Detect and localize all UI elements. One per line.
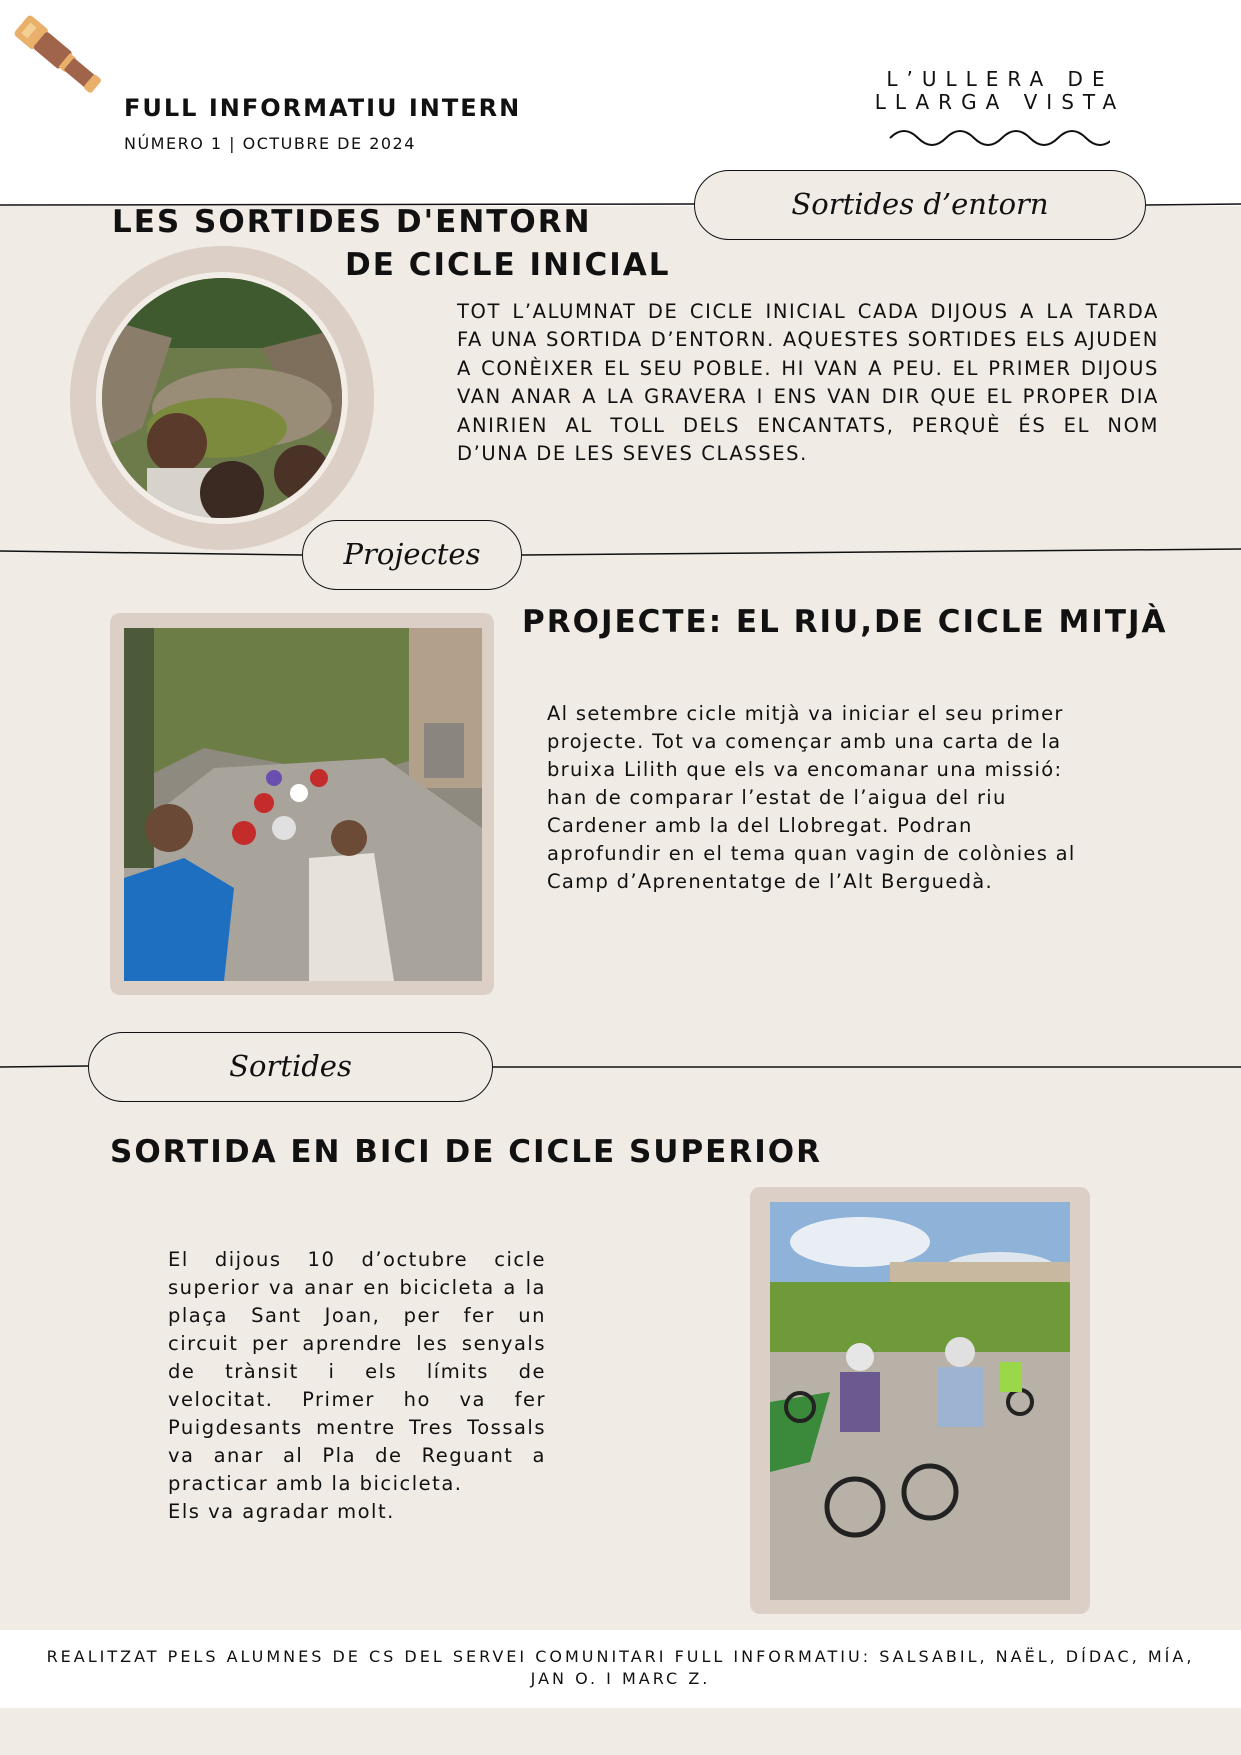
body-line: Camp d’Aprenentatge de l’Alt Berguedà. xyxy=(547,870,994,893)
body-line: Al setembre cicle mitjà va iniciar el seu primer xyxy=(547,702,1064,725)
body-line: Cardener amb la del Llobregat. Podran xyxy=(547,814,973,837)
spyglass-icon xyxy=(6,6,116,106)
issue-info: NÚMERO 1 | OCTUBRE DE 2024 xyxy=(124,134,416,153)
brand-line-2: LLARGA VISTA xyxy=(874,90,1126,114)
section-title: PROJECTE: EL RIU,DE CICLE MITJÀ xyxy=(522,604,1168,640)
newsletter-title: FULL INFORMATIU INTERN xyxy=(124,94,522,122)
body-line: bruixa Lilith que els va encomanar una missió: xyxy=(547,758,1063,781)
section-tag-sortides-entorn: Sortides d’entorn xyxy=(694,170,1146,240)
body-paragraph: El dijous 10 d’octubre cicle superior va anar en bicicleta a la plaça Sant Joan, per fer un circuit per aprendre les senyals de trànsit i els límits de velocitat. Primer ho va fer Puigdesants mentre Tres Tossals va anar al Pla de Reguant a practicar amb la bicicleta. xyxy=(168,1248,546,1495)
river-project-photo xyxy=(124,628,482,981)
section-body: TOT L’ALUMNAT DE CICLE INICIAL CADA DIJOUS A LA TARDA FA UNA SORTIDA D’ENTORN. AQUESTES SORTIDES ELS AJUDEN A CONÈIXER EL SEU POBLE. HI VAN A PEU. EL PRIMER DIJOUS VAN ANAR A LA GRAVERA I ENS VAN DIR QUE EL PROPER DIA ANIRIEN AL TOLL DELS ENCANTATS, PERQUÈ ÉS EL NOM D’UNA DE LES SEVES CLASSES. xyxy=(457,300,1159,466)
section-body xyxy=(547,700,1127,896)
section-title-line-1: LES SORTIDES D'ENTORN xyxy=(112,204,592,240)
body-ending: Els va agradar molt. xyxy=(168,1500,395,1523)
newsletter-brand xyxy=(840,68,1160,114)
gravel-pit-photo xyxy=(102,278,342,518)
body-line: aprofundir en el tema quan vagin de colònies al xyxy=(547,842,1076,865)
wave-ornament xyxy=(888,126,1110,148)
bike-outing-photo xyxy=(770,1202,1070,1600)
body-line: projecte. Tot va començar amb una carta de la xyxy=(547,730,1062,753)
credits xyxy=(10,1646,1231,1690)
section-body xyxy=(168,1246,546,1526)
section-title-line-2: DE CICLE INICIAL xyxy=(345,247,671,283)
credits-line-2: JAN O. I MARC Z. xyxy=(530,1669,711,1688)
section-tag-sortides: Sortides xyxy=(88,1032,493,1102)
credits-line-1: REALITZAT PELS ALUMNES DE CS DEL SERVEI COMUNITARI FULL INFORMATIU: SALSABIL, NAËL, DÍDAC, MÍA, xyxy=(46,1647,1195,1666)
section-tag-projectes: Projectes xyxy=(302,520,522,590)
brand-line-1: L’ULLERA DE xyxy=(886,67,1114,91)
section-title: SORTIDA EN BICI DE CICLE SUPERIOR xyxy=(110,1134,822,1170)
body-line: han de comparar l’estat de l’aigua del riu xyxy=(547,786,1007,809)
